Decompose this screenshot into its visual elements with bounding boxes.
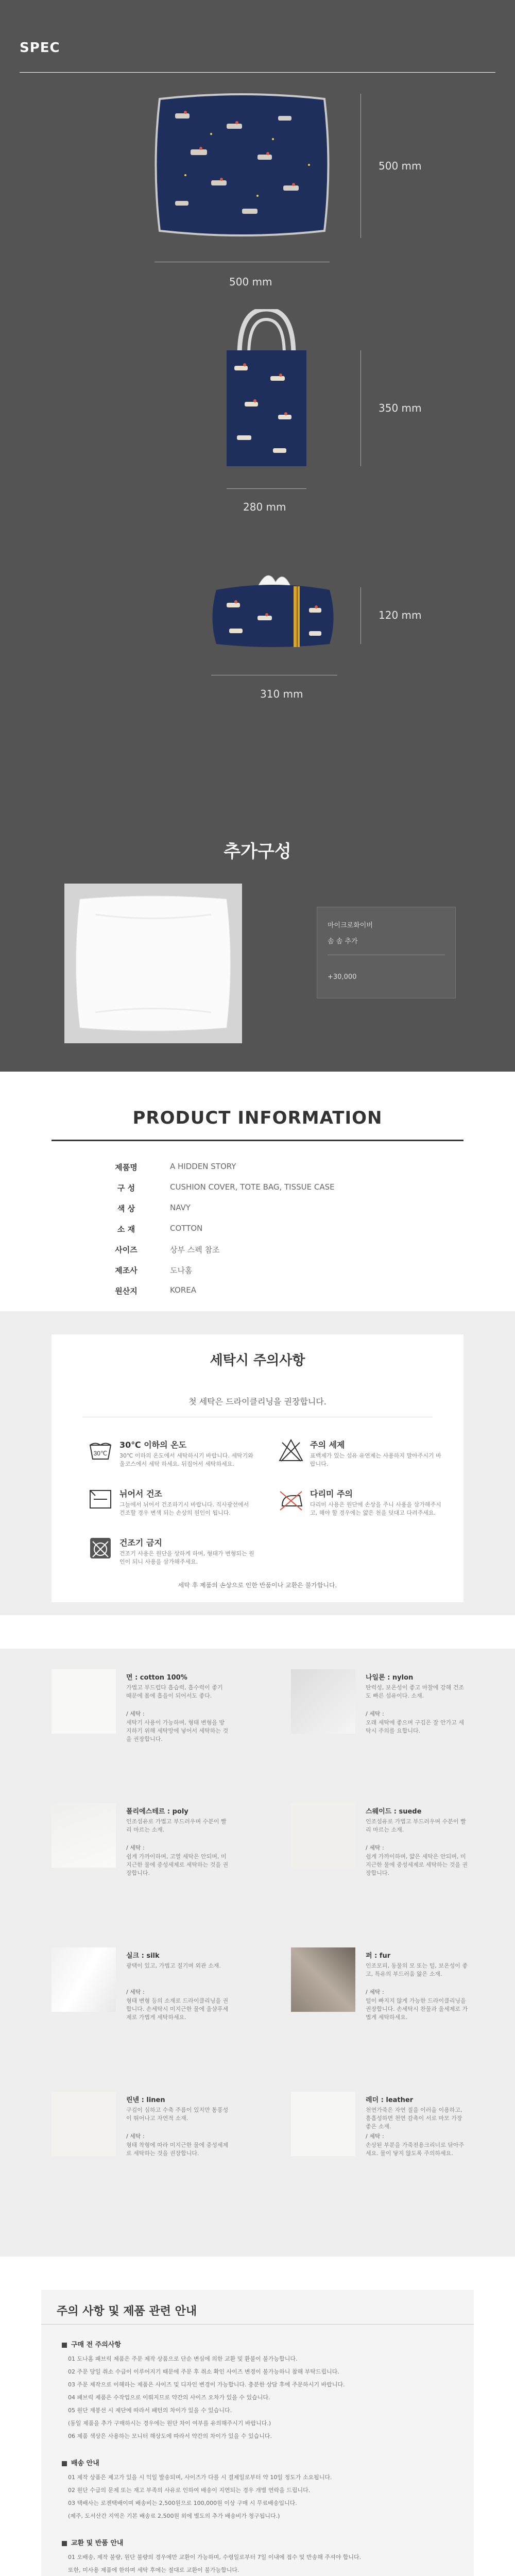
no-tumble-dry-icon: [88, 1535, 113, 1561]
svg-text:30℃: 30℃: [93, 1450, 108, 1457]
no-iron-icon: [278, 1486, 304, 1512]
fabric-swatch-polyester: [52, 1803, 116, 1868]
care-item-temperature: 30℃ 30℃ 이하의 온도 30℃ 이하의 온도에서 세탁하시기 바랍니다. 세탁기와 울코스에서 세탁 하세요. 뒤집어서 세탁하세요.: [88, 1437, 258, 1479]
section-bullet-icon: [62, 2541, 67, 2546]
no-bleach-icon: [278, 1437, 304, 1463]
tissue-case-image: [206, 567, 340, 649]
addon-card-name: 마이크로화이버: [328, 922, 373, 929]
addon-card-price: +30,000: [328, 973, 357, 981]
tissue-height-label: 120 mm: [379, 609, 422, 621]
notice-section-delivery: 배송 안내: [62, 2458, 99, 2467]
tote-bag-image: [224, 309, 309, 469]
product-info-title: PRODUCT INFORMATION: [132, 1108, 383, 1128]
cushion-width-label: 500 mm: [229, 276, 272, 288]
tissue-width-label: 310 mm: [260, 688, 303, 700]
fabric-swatch-fur: [291, 1947, 355, 2012]
tote-height-label: 350 mm: [379, 402, 422, 414]
care-footer-note: 세탁 후 제품의 손상으로 인한 반품이나 교환은 불가합니다.: [178, 1582, 337, 1589]
fabric-swatch-nylon: [291, 1669, 355, 1734]
info-row-color: 색 상 NAVY: [117, 1203, 191, 1213]
care-panel: [52, 1334, 464, 1602]
product-info-divider: [52, 1140, 464, 1141]
fabric-swatch-suede: [291, 1803, 355, 1868]
section-bullet-icon: [62, 2343, 67, 2348]
care-item-no-dryer: 건조기 금지 건조기 사용은 원단을 상하게 하며, 형태가 변형되는 원인이 되니 사용을 삼가해주세요.: [88, 1535, 258, 1577]
info-row-origin: 원산지 KOREA: [115, 1285, 196, 1296]
info-row-maker: 제조사 도나홈: [115, 1266, 193, 1275]
cushion-height-label: 500 mm: [379, 160, 422, 172]
addon-card-option: 솜 솜 추가: [328, 938, 358, 945]
addon-title: 추가구성: [224, 841, 291, 862]
tote-width-label: 280 mm: [243, 501, 286, 513]
tissue-height-line: [360, 587, 361, 644]
pillow-insert-image-frame: [64, 884, 242, 1043]
info-row-material: 소 재 COTTON: [117, 1224, 203, 1234]
addon-card: [317, 907, 456, 998]
fabric-swatch-cotton: [52, 1669, 116, 1734]
cushion-image: [154, 93, 330, 237]
pillow-insert-image: [64, 884, 242, 1043]
care-item-dry-flat: 뉘어서 건조 그늘에서 뉘어서 건조하기시 바랍니다. 직사광선에서 건조할 경우 변색 되는 손상의 원인이 됩니다.: [88, 1486, 258, 1528]
cushion-height-line: [360, 94, 361, 238]
spec-section: [0, 0, 515, 1072]
notice-title: 주의 사항 및 제품 관련 안내: [57, 2305, 197, 2318]
care-title: 세탁시 주의사항: [210, 1353, 305, 1368]
notice-panel: 주의 사항 및 제품 관련 안내 구매 전 주의사항 01 도나홈 패브릭 제품은 주문 제작 상품으로 단순 변심에 의한 교환 및 환불이 불가능합니다. 02 주문 당일 취소 수급이 이루어지기 때문에 주문 후 취소 확인 사이즈 변경이 불가능하니 참해 부탁드립니다. 03 주문 제작으로 이해하는 제품은 사이즈 및 디자인 변경이 가능합니다. 충분한 상담 후에 주문하시기 바랍니다. 04 패브릭 제품은 수작업으로 이뤄지므로 약간의 사이즈 오차가 있을 수 있습니다. 05 원단 재봉선 시 제단에 따라서 패턴의 차이가 있을 수 있습니다. (동일 제품을 추가 구매하시는 경우에는 원단 차이 여부를 유의해주시기 바랍니다.) 06 제품 색상은 사용하는 모니터 해상도에 따라서 약간의 차이가 있을 수 있습니다. 배송 안내 01 제작 상품은 제고가 있을 시 익일 발송되며, 사이즈가 다를 시 결제일로부터 약 10일 정도가 소요됩니다. 02 원단 수급의 문제 또는 재고 부족의 사유로 인하여 배송이 지연되는 경우 개별 연락을 드립니다. 03 택배사는 로젠택배이며 배송비는 2,500원으로 100,000원 이상 구매 시 무료배송입니다. (제주, 도서산간 지역은 기본 배송료 2,500원 외에 별도의 추가 배송비가 청구됩니다.) 교환 및 반품 안내 01 오배송, 제작 불량, 원단 불량의 경우에만 교환이 가능하며, 수령일로부터 7일 이내에 접수 및 반송해 주셔야 합니다. 또한, 미사용 제품에 한하며 세탁 후에는 절대로 교환이 불가능합니다.: [41, 2290, 474, 2576]
spec-title: SPEC: [20, 40, 60, 56]
spec-divider: [20, 72, 495, 73]
fabric-swatch-linen: [52, 2092, 116, 2156]
care-item-iron: 다리미 주의 다리미 사용은 원단에 손상을 주니 사용을 삼가해주시고, 해야 할 경우에는 얇은 천을 덧대고 다려주세요.: [278, 1486, 448, 1528]
tote-height-line: [360, 350, 361, 466]
section-bullet-icon: [62, 2461, 67, 2466]
notice-divider: [41, 2324, 474, 2325]
wash-30-icon: [88, 1437, 113, 1463]
dry-flat-icon: [88, 1486, 113, 1512]
info-row-name: 제품명 A HIDDEN STORY: [115, 1162, 236, 1172]
info-row-size: 사이즈 상부 스펙 참조: [115, 1245, 220, 1255]
fabric-swatch-silk: [52, 1947, 116, 2012]
notice-section-exchange: 교환 및 반품 안내: [62, 2537, 123, 2547]
care-item-detergent: 주의 세제 표백제가 있는 섬유 유연제는 사용하지 말아주시기 바랍니다.: [278, 1437, 448, 1479]
tote-width-line: [227, 488, 306, 489]
notice-section-before-purchase: 구매 전 주의사항: [62, 2339, 121, 2349]
fabric-swatch-leather: [291, 2092, 355, 2156]
care-subtitle: 첫 세탁은 드라이클리닝을 권장합니다.: [188, 1397, 327, 1406]
info-row-composition: 구 성 CUSHION COVER, TOTE BAG, TISSUE CASE: [117, 1182, 335, 1193]
